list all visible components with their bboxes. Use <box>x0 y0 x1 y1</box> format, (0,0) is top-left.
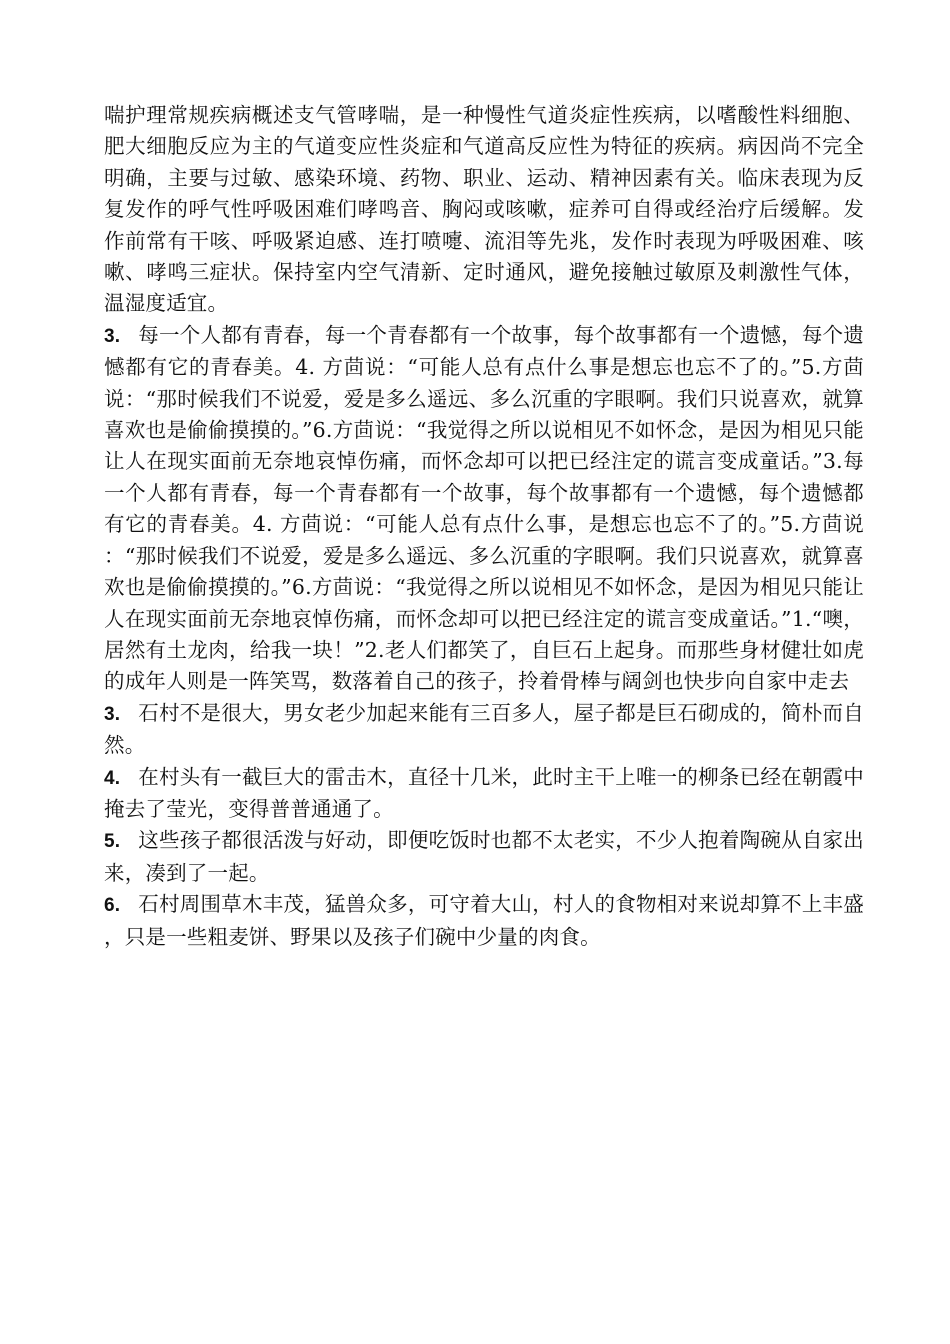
document-body <box>104 100 864 953</box>
item-text: 石村周围草木丰茂，猛兽众多，可守着大山，村人的食物相对来说却算不上丰盛，只是一些粗麦饼、野果以及孩子们碗中少量的肉食。 <box>104 892 864 949</box>
list-item <box>104 320 864 698</box>
list-item <box>104 825 864 889</box>
item-number: 6. <box>104 895 121 917</box>
intro-text: 喘护理常规疾病概述支气管哮喘，是一种慢性气道炎症性疾病，以嗜酸性料细胞、肥大细胞反应为主的气道变应性炎症和气道高反应性为特征的疾病。病因尚不完全明确，主要与过敏、感染环境、药物、职业、运动、精神因素有关。临床表现为反复发作的呼气性呼吸困难们哮鸣音、胸闷或咳嗽，症养可自得或经治疗后缓解。发作前常有干咳、呼吸紧迫感、连打喷嚏、流泪等先兆，发作时表现为呼吸困难、咳嗽、哮鸣三症状。保持室内空气清新、定时通风，避免接触过敏原及刺激性气体，温湿度适宜。 <box>104 103 864 316</box>
item-number: 4. <box>104 767 121 789</box>
item-number: 3. <box>104 703 121 725</box>
item-number: 3. <box>104 325 121 347</box>
intro-paragraph <box>104 100 864 320</box>
list-item <box>104 762 864 826</box>
item-text: 这些孩子都很活泼与好动，即便吃饭时也都不太老实，不少人抱着陶碗从自家出来，凑到了一起。 <box>104 828 864 885</box>
item-text: 石村不是很大，男女老少加起来能有三百多人，屋子都是巨石砌成的，简朴而自然。 <box>104 700 864 758</box>
list-item <box>104 698 864 762</box>
item-text: 每一个人都有青春，每一个青春都有一个故事，每个故事都有一个遗憾，每个遗憾都有它的青春美。4. 方茴说：“可能人总有点什么事是想忘也忘不了的。”5.方茴说：“那时候我们不说爱，爱是多么遥远、多么沉重的字眼啊。我们只说喜欢，就算喜欢也是偷偷摸摸的。”6.方茴说：“我觉得之所以说相见不如怀念，是因为相见只能让人在现实面前无奈地哀悼伤痛，而怀念却可以把已经注定的谎言变成童话。”3.每一个人都有青春，每一个青春都有一个故事，每个故事都有一个遗憾，每个遗憾都有它的青春美。4. 方茴说：“可能人总有点什么事，是想忘也忘不了的。”5.方茴说：“那时候我们不说爱，爱是多么遥远、多么沉重的字眼啊。我们只说喜欢，就算喜欢也是偷偷摸摸的。”6.方茴说：“我觉得之所以说相见不如怀念，是因为相见只能让人在现实面前无奈地哀悼伤痛，而怀念却可以把已经注定的谎言变成童话。”1.“噢，居然有土龙肉，给我一块！”2.老人们都笑了，自巨石上起身。而那些身材健壮如虎的成年人则是一阵笑骂，数落着自己的孩子，拎着骨棒与阔剑也快步向自家中走去 <box>104 322 864 694</box>
item-number: 5. <box>104 831 121 853</box>
list-item <box>104 889 864 953</box>
item-text: 在村头有一截巨大的雷击木，直径十几米，此时主干上唯一的柳条已经在朝霞中掩去了莹光，变得普普通通了。 <box>104 764 864 821</box>
